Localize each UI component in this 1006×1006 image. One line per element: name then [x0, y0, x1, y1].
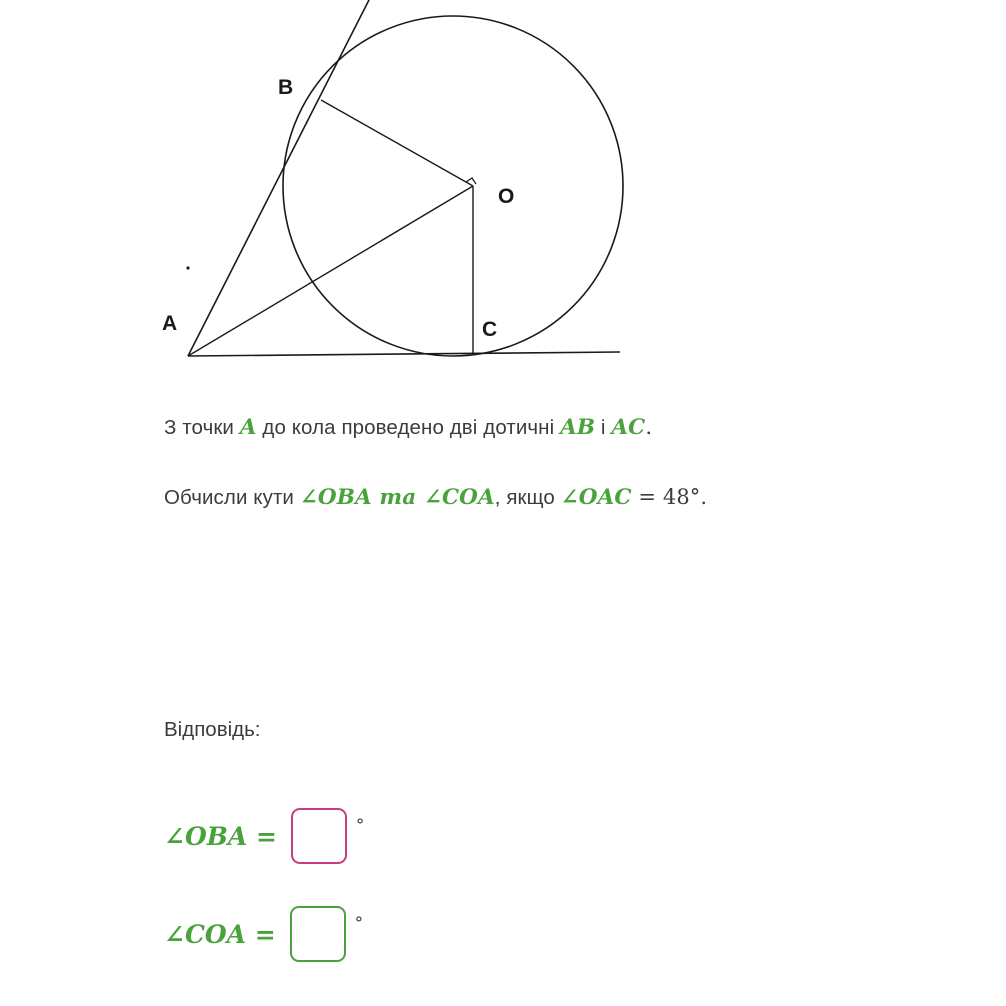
statement-paragraph	[164, 410, 864, 446]
statement-text-2: до кола проведено дві дотичні	[256, 416, 561, 439]
task-text-2: , якщо	[494, 485, 561, 509]
degree-symbol-coa: °	[354, 914, 364, 934]
statement-text-4: .	[645, 415, 653, 439]
task-equals: =	[631, 484, 663, 509]
statement-math-ac: AC	[611, 415, 646, 440]
figure-svg	[150, 0, 670, 380]
geometry-figure	[150, 0, 670, 380]
answer-row-oba	[164, 808, 864, 864]
baseline-tangent	[188, 352, 620, 356]
task-end: .	[700, 484, 708, 509]
statement-text-1: З точки	[164, 416, 240, 439]
answer-section	[164, 718, 864, 742]
stray-dot	[186, 266, 189, 269]
answer-input-coa[interactable]	[290, 906, 346, 962]
statement-math-a: A	[239, 415, 257, 440]
answer-label: Відповідь:	[164, 718, 261, 741]
answer-expr-oba: ∠OBA =	[164, 821, 277, 851]
answer-row-coa	[164, 906, 864, 962]
task-paragraph	[164, 480, 864, 516]
label-c: C	[482, 318, 498, 341]
answer-expr-coa: ∠COA =	[164, 919, 276, 949]
statement-text-3: і	[595, 416, 612, 439]
answer-rows	[164, 808, 864, 1004]
task-math-angles: ∠OBA та ∠COA	[299, 484, 495, 510]
label-a: A	[162, 312, 178, 335]
answer-input-oba[interactable]	[291, 808, 347, 864]
label-b: B	[278, 76, 294, 99]
problem-text	[164, 410, 864, 550]
task-math-oac: ∠OAC	[560, 484, 632, 510]
task-value: 48°	[662, 484, 701, 509]
degree-symbol-oba: °	[355, 816, 365, 836]
label-o: O	[498, 185, 515, 208]
task-text-1: Обчисли кути	[164, 485, 300, 509]
statement-math-ab: AB	[560, 415, 596, 440]
segment-bo	[321, 100, 473, 186]
tangent-line-ab	[188, 0, 372, 356]
